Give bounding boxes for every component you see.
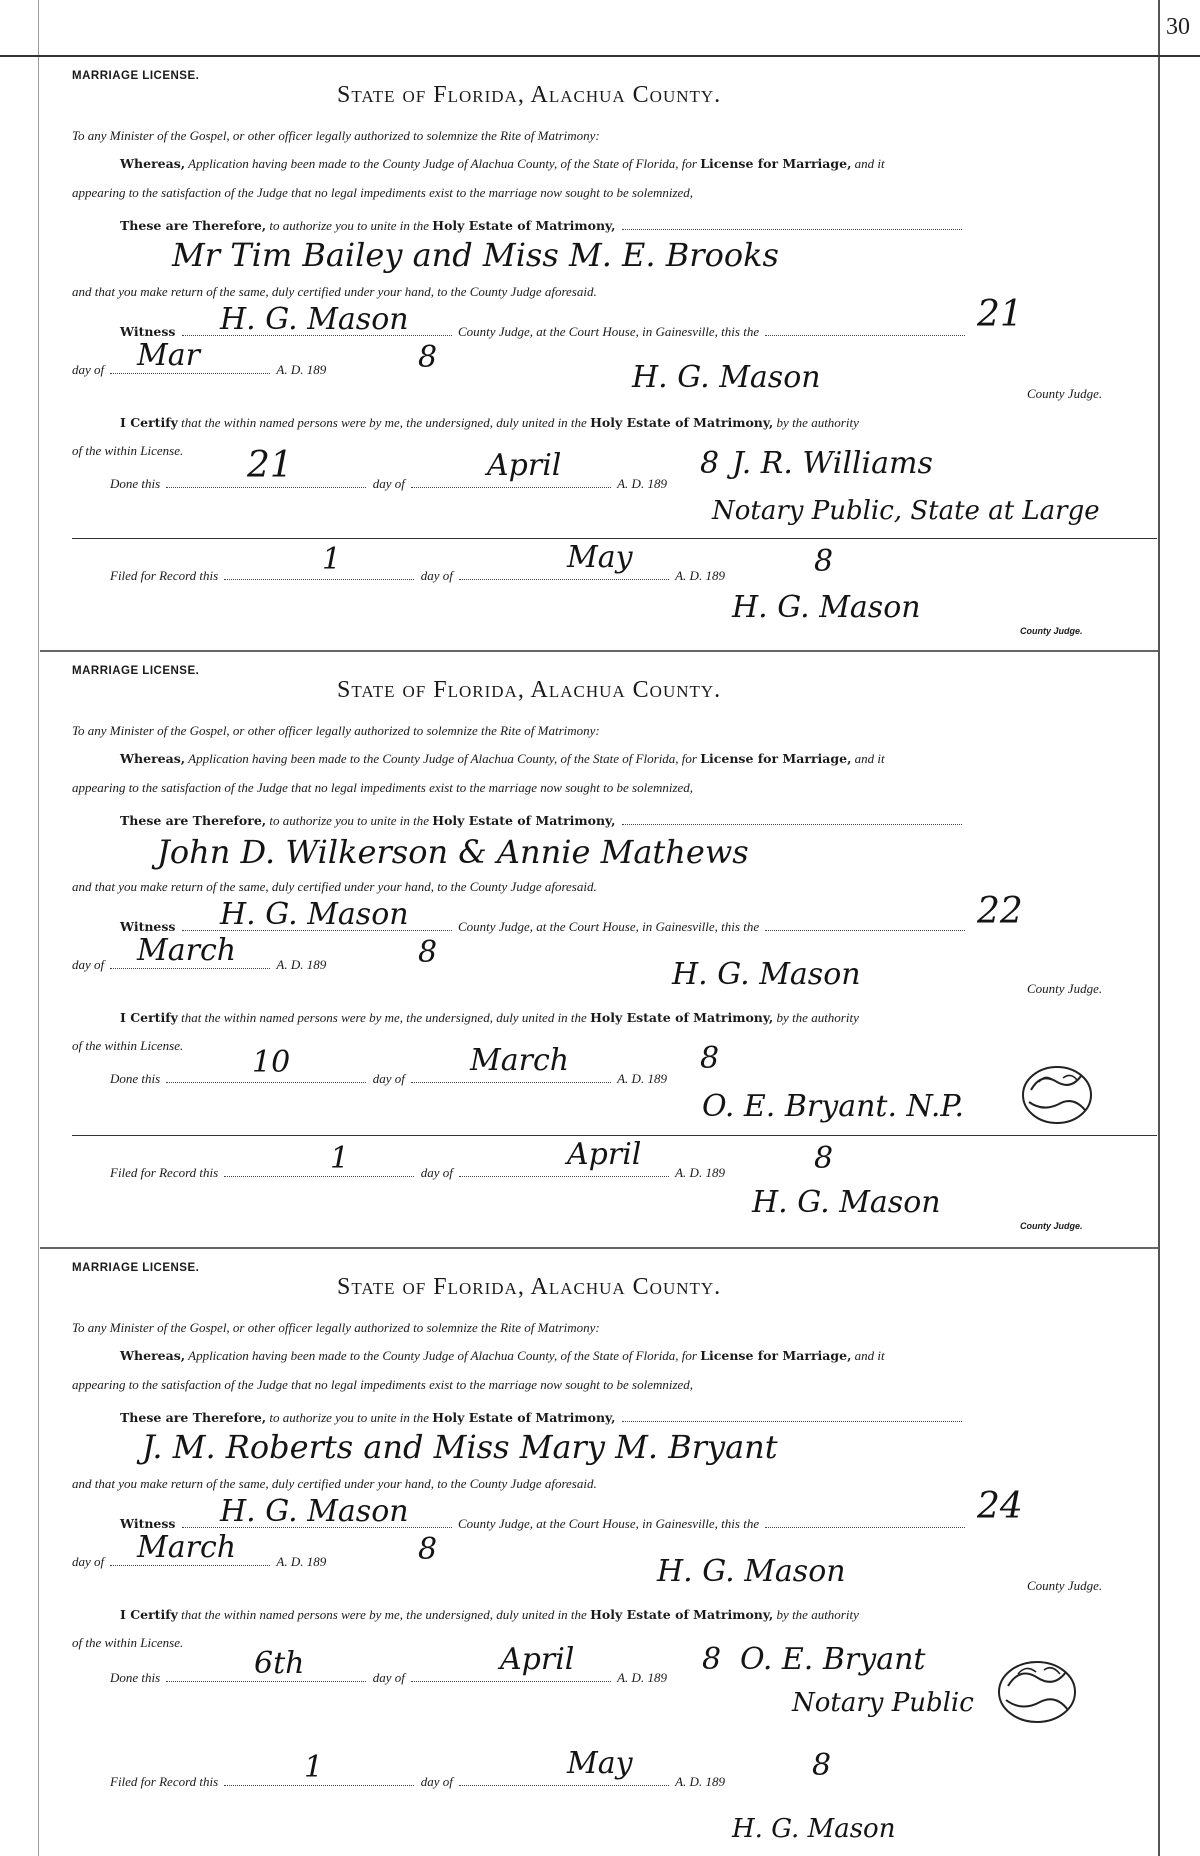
whereas-end: and it: [854, 1348, 885, 1363]
witness-signature: H. G. Mason: [220, 302, 409, 337]
section-rule: [72, 1135, 1157, 1136]
certify-text: that the within named persons were by me, the undersigned, duly united in the: [181, 1010, 587, 1025]
witness-signature: H. G. Mason: [220, 897, 409, 932]
done-this-label: Done this: [110, 476, 161, 491]
dotted-line: [166, 486, 366, 488]
certify-label: I Certify: [120, 1010, 178, 1025]
county-judge-at-text: County Judge, at the Court House, in Gainesville, this the: [457, 324, 760, 339]
filed-day: 1: [304, 1750, 324, 1785]
appearing-line: appearing to the satisfaction of the Judge that no legal impediments exist to the marriage now sought to be solemnized,: [72, 1377, 694, 1392]
marriage-license-2: [72, 665, 1130, 1240]
day-of-label: day of: [372, 1071, 405, 1086]
license-title: State of Florida, Alachua County.: [337, 677, 722, 703]
dotted-line: [459, 1784, 669, 1786]
witness-signature: H. G. Mason: [220, 1494, 409, 1529]
license-title: State of Florida, Alachua County.: [337, 1274, 722, 1300]
issued-day: 22: [977, 891, 1023, 932]
officiant-signature: O. E. Bryant: [740, 1642, 926, 1677]
return-line: and that you make return of the same, duly certified under your hand, to the County Judge aforesaid.: [72, 879, 597, 894]
dotted-line: [411, 1081, 611, 1083]
appearing-line: appearing to the satisfaction of the Judge that no legal impediments exist to the marriage now sought to be solemnized,: [72, 780, 694, 795]
right-margin-rule: [1158, 0, 1160, 1856]
holy-estate-label: Holy Estate of Matrimony,: [432, 218, 616, 233]
appearing-line: appearing to the satisfaction of the Judge that no legal impediments exist to the marriage now sought to be solemnized,: [72, 185, 694, 200]
of-within-license: of the within License.: [72, 1635, 184, 1650]
done-year-digit: 8: [702, 1642, 722, 1677]
holy-estate-label: Holy Estate of Matrimony,: [590, 1010, 774, 1025]
these-are-therefore-line: [120, 813, 965, 829]
issued-day: 21: [977, 294, 1023, 335]
dotted-line: [622, 228, 962, 230]
done-this-label: Done this: [110, 1071, 161, 1086]
of-within-license: of the within License.: [72, 1038, 184, 1053]
done-day: 6th: [254, 1646, 305, 1681]
section-rule: [72, 538, 1157, 539]
filed-year-digit: 8: [814, 544, 834, 579]
dotted-line: [622, 1420, 962, 1422]
to-any-minister: To any Minister of the Gospel, or other officer legally authorized to solemnize the Rite of Matrimony:: [72, 723, 600, 738]
whereas-end: and it: [854, 156, 885, 171]
section-divider: [40, 1247, 1158, 1249]
done-year-digit: 8: [700, 1041, 720, 1076]
day-of-label: day of: [420, 1774, 453, 1789]
filed-day: 1: [322, 542, 342, 577]
done-month: April: [487, 448, 562, 483]
county-judge-at-text: County Judge, at the Court House, in Gainesville, this the: [457, 1516, 760, 1531]
issued-month: March: [137, 1530, 237, 1565]
certify-text-end: by the authority: [776, 1010, 859, 1025]
done-month: April: [500, 1642, 575, 1677]
section-divider: [40, 650, 1158, 652]
officiant-title: Notary Public, State at Large: [712, 496, 1100, 526]
filed-month: May: [567, 1746, 633, 1781]
issued-year-digit: 8: [418, 935, 438, 970]
to-any-minister: To any Minister of the Gospel, or other officer legally authorized to solemnize the Rite of Matrimony:: [72, 128, 600, 143]
couple-names: John D. Wilkerson & Annie Mathews: [157, 833, 749, 871]
day-of-label: day of: [372, 1670, 405, 1685]
these-are-therefore-line: [120, 1410, 965, 1426]
whereas-label: Whereas,: [120, 1348, 186, 1363]
filed-judge-signature: H. G. Mason: [732, 1814, 896, 1844]
day-of-label: day of: [72, 362, 105, 377]
dotted-line: [411, 486, 611, 488]
filed-day: 1: [330, 1141, 350, 1176]
ad-label: A. D. 189: [276, 1554, 327, 1569]
certify-label: I Certify: [120, 1607, 178, 1622]
certify-text: that the within named persons were by me, the undersigned, duly united in the: [181, 1607, 587, 1622]
county-judge-label: County Judge.: [1027, 386, 1103, 401]
dotted-line: [459, 1175, 669, 1177]
license-header: MARRIAGE LICENSE.: [72, 70, 200, 82]
these-are-therefore-line: [120, 218, 965, 234]
certify-line: [120, 1010, 859, 1026]
officiant-signature: J. R. Williams: [732, 446, 933, 481]
certify-line: [120, 415, 859, 431]
whereas-line: [120, 751, 885, 767]
day-of-label: day of: [420, 568, 453, 583]
witness-label: Witness: [120, 1516, 176, 1531]
ad-label: A. D. 189: [617, 1670, 667, 1685]
license-header: MARRIAGE LICENSE.: [72, 665, 200, 677]
notary-seal-icon: [1017, 1060, 1097, 1130]
page-number: 30: [1166, 14, 1190, 40]
certify-line: [120, 1607, 859, 1623]
these-text: to authorize you to unite in the: [269, 813, 430, 828]
marriage-license-3: [72, 1262, 1130, 1856]
filed-month: April: [567, 1137, 642, 1172]
dotted-line: [622, 823, 962, 825]
day-of-label: day of: [72, 1554, 105, 1569]
left-margin-rule: [38, 0, 39, 1856]
certify-text-end: by the authority: [776, 415, 859, 430]
filed-label: Filed for Record this: [110, 1165, 219, 1180]
return-line: and that you make return of the same, duly certified under your hand, to the County Judge aforesaid.: [72, 1476, 597, 1491]
these-text: to authorize you to unite in the: [269, 218, 430, 233]
ad-label: A. D. 189: [276, 957, 327, 972]
these-are-therefore-label: These are Therefore,: [120, 1410, 267, 1425]
certify-text: that the within named persons were by me, the undersigned, duly united in the: [181, 415, 587, 430]
dotted-line: [765, 334, 965, 336]
dotted-line: [224, 1175, 414, 1177]
license-for-marriage-label: License for Marriage,: [700, 156, 852, 171]
certify-text-end: by the authority: [776, 1607, 859, 1622]
certify-label: I Certify: [120, 415, 178, 430]
done-this-line: [110, 476, 667, 492]
issued-month: March: [137, 933, 237, 968]
day-of-label: day of: [72, 957, 105, 972]
ad-label: A. D. 189: [617, 476, 667, 491]
license-title: State of Florida, Alachua County.: [337, 82, 722, 108]
done-this-line: [110, 1670, 667, 1686]
filed-year-digit: 8: [814, 1141, 834, 1176]
county-judge-small-label: County Judge.: [1020, 626, 1083, 636]
whereas-line: [120, 156, 885, 172]
license-for-marriage-label: License for Marriage,: [700, 751, 852, 766]
judge-signature: H. G. Mason: [657, 1554, 846, 1589]
dotted-line: [765, 1526, 965, 1528]
to-any-minister: To any Minister of the Gospel, or other officer legally authorized to solemnize the Rite of Matrimony:: [72, 1320, 600, 1335]
filed-label: Filed for Record this: [110, 568, 219, 583]
filed-month: May: [567, 540, 633, 575]
license-header: MARRIAGE LICENSE.: [72, 1262, 200, 1274]
whereas-text: Application having been made to the County Judge of Alachua County, of the State of Florida, for: [188, 156, 697, 171]
done-this-label: Done this: [110, 1670, 161, 1685]
whereas-text: Application having been made to the County Judge of Alachua County, of the State of Florida, for: [188, 1348, 697, 1363]
filed-year-digit: 8: [812, 1748, 832, 1783]
return-line: and that you make return of the same, duly certified under your hand, to the County Judge aforesaid.: [72, 284, 597, 299]
county-judge-small-label: County Judge.: [1020, 1221, 1083, 1231]
issued-year-digit: 8: [418, 340, 438, 375]
ad-label: A. D. 189: [675, 568, 725, 583]
done-day: 10: [252, 1045, 291, 1080]
witness-label: Witness: [120, 919, 176, 934]
holy-estate-label: Holy Estate of Matrimony,: [590, 415, 774, 430]
ad-label: A. D. 189: [617, 1071, 667, 1086]
couple-names: J. M. Roberts and Miss Mary M. Bryant: [142, 1428, 778, 1466]
officiant-title: Notary Public: [792, 1688, 974, 1718]
ad-label: A. D. 189: [276, 362, 327, 377]
license-for-marriage-label: License for Marriage,: [700, 1348, 852, 1363]
county-judge-label: County Judge.: [1027, 1578, 1103, 1593]
filed-label: Filed for Record this: [110, 1774, 219, 1789]
top-rule: [0, 55, 1200, 57]
notary-seal-icon: [992, 1654, 1082, 1729]
issued-year-digit: 8: [418, 1532, 438, 1567]
holy-estate-label: Holy Estate of Matrimony,: [432, 813, 616, 828]
done-day: 21: [247, 445, 293, 486]
of-within-license: of the within License.: [72, 443, 184, 458]
county-judge-label: County Judge.: [1027, 981, 1103, 996]
whereas-line: [120, 1348, 885, 1364]
dotted-line: [459, 578, 669, 580]
dotted-line: [411, 1680, 611, 1682]
county-judge-at-text: County Judge, at the Court House, in Gainesville, this the: [457, 919, 760, 934]
whereas-label: Whereas,: [120, 156, 186, 171]
day-of-label: day of: [420, 1165, 453, 1180]
holy-estate-label: Holy Estate of Matrimony,: [590, 1607, 774, 1622]
dotted-line: [224, 578, 414, 580]
couple-names: Mr Tim Bailey and Miss M. E. Brooks: [172, 236, 779, 274]
officiant-signature: O. E. Bryant. N.P.: [702, 1089, 965, 1124]
filed-judge-signature: H. G. Mason: [732, 590, 921, 625]
these-are-therefore-label: These are Therefore,: [120, 813, 267, 828]
whereas-text: Application having been made to the County Judge of Alachua County, of the State of Florida, for: [188, 751, 697, 766]
done-year-digit: 8: [700, 446, 720, 481]
these-text: to authorize you to unite in the: [269, 1410, 430, 1425]
dotted-line: [765, 929, 965, 931]
filed-judge-signature: H. G. Mason: [752, 1185, 941, 1220]
judge-signature: H. G. Mason: [672, 957, 861, 992]
whereas-label: Whereas,: [120, 751, 186, 766]
holy-estate-label: Holy Estate of Matrimony,: [432, 1410, 616, 1425]
done-month: March: [470, 1043, 570, 1078]
day-of-label: day of: [372, 476, 405, 491]
judge-signature: H. G. Mason: [632, 360, 821, 395]
dotted-line: [166, 1081, 366, 1083]
these-are-therefore-label: These are Therefore,: [120, 218, 267, 233]
issued-month: Mar: [137, 338, 200, 373]
ad-label: A. D. 189: [675, 1165, 725, 1180]
done-this-line: [110, 1071, 667, 1087]
ad-label: A. D. 189: [675, 1774, 725, 1789]
issued-day: 24: [977, 1486, 1023, 1527]
whereas-end: and it: [854, 751, 885, 766]
marriage-license-1: [72, 70, 1130, 645]
witness-label: Witness: [120, 324, 176, 339]
